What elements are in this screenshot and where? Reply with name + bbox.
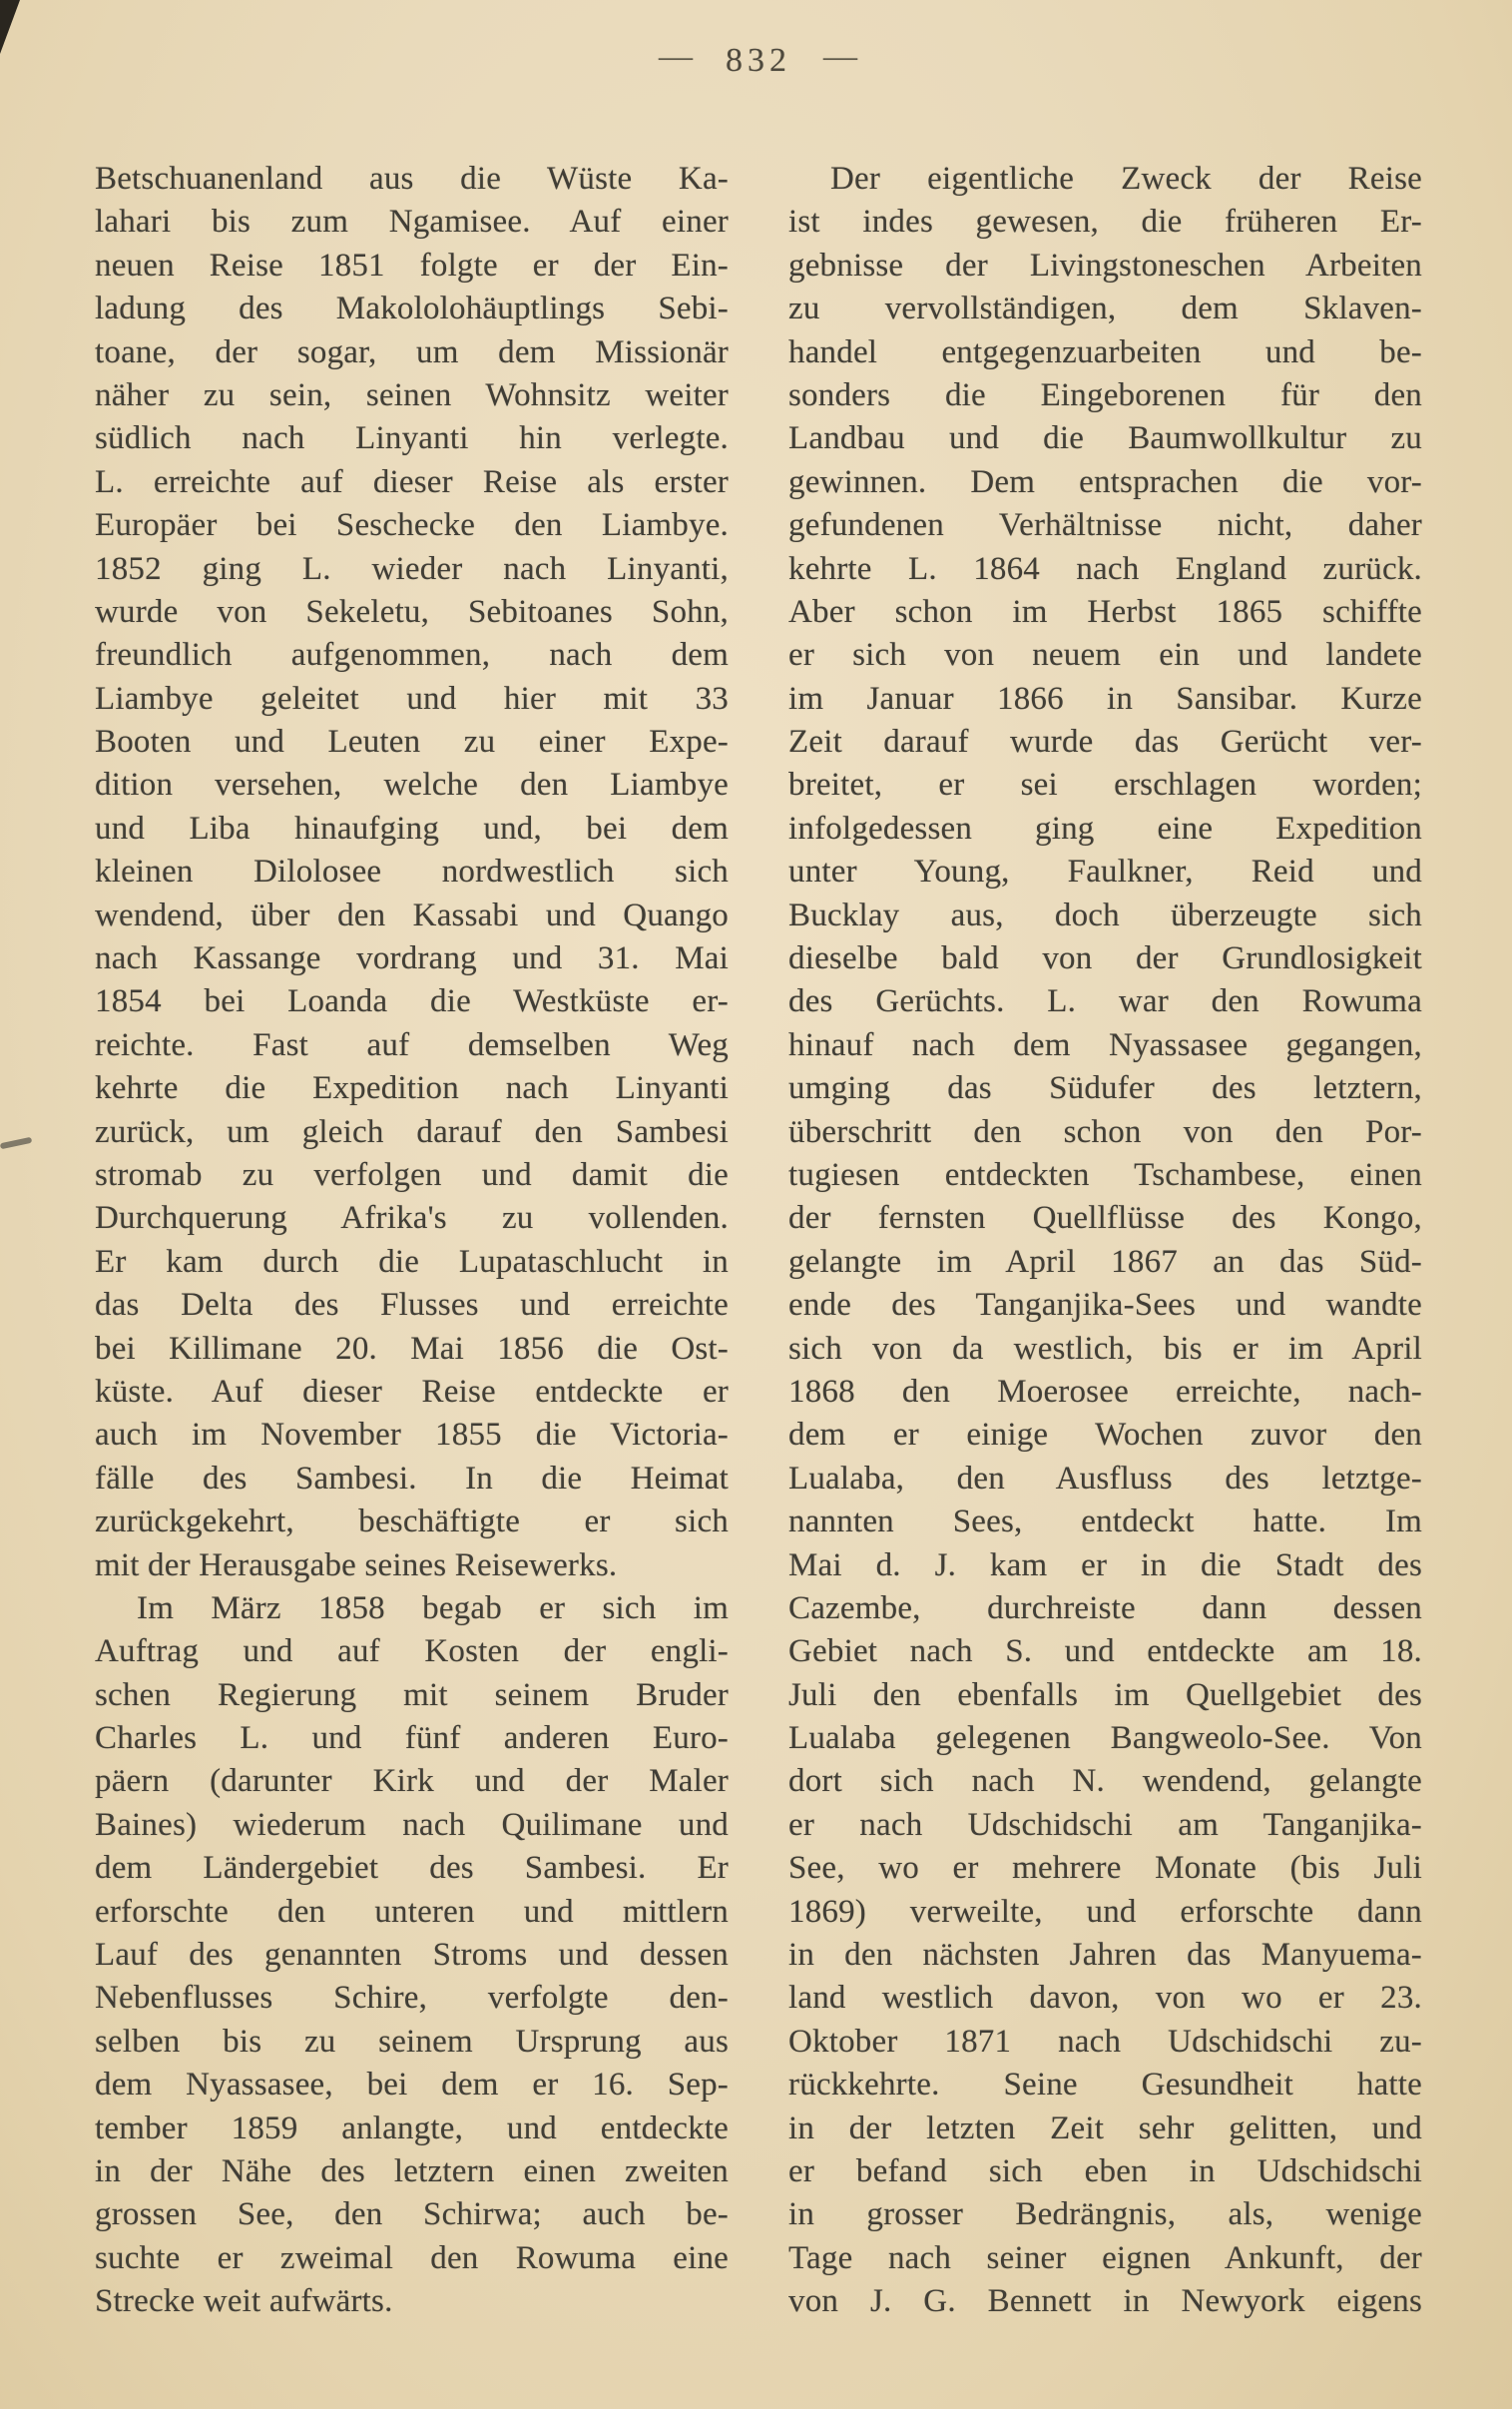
text-line: rückkehrte. Seine Gesundheit hatte [788,2067,1422,2104]
text-line: mit der Herausgabe seines Reisewerks. [95,1546,618,1583]
text-line: Durchquerung Afrika's zu vollenden. [95,1200,729,1237]
text-line: reichte. Fast auf demselben Weg [95,1026,729,1063]
text-line: kehrte die Expedition nach Linyanti [95,1070,729,1107]
text-line: L. erreichte auf dieser Reise als erster [95,463,729,500]
text-column-left [95,158,729,2324]
text-line: See, wo er mehrere Monate (bis Juli [788,1850,1422,1887]
text-line: handel entgegenzuarbeiten und be- [788,333,1422,370]
text-line: Nebenflusses Schire, verfolgte den- [95,1980,729,2017]
text-line: Landbau und die Baumwollkultur zu [788,420,1422,457]
text-line: unter Young, Faulkner, Reid und [788,854,1422,891]
text-line: dem Nyassasee, bei dem er 16. Sep- [95,2067,729,2104]
text-line: dem Ländergebiet des Sambesi. Er [95,1850,729,1887]
text-line: 1852 ging L. wieder nach Linyanti, [95,550,729,587]
text-line: Juli den ebenfalls im Quellgebiet des [788,1676,1422,1713]
text-line: gebnisse der Livingstoneschen Arbeiten [788,247,1422,284]
text-line: neuen Reise 1851 folgte er der Ein- [95,247,729,284]
text-line: dort sich nach N. wendend, gelangte [788,1763,1422,1800]
text-line: in der letzten Zeit sehr gelitten, und [788,2109,1422,2146]
text-line: Zeit darauf wurde das Gerücht ver- [788,724,1422,761]
text-line: toane, der sogar, um dem Missionär [95,333,729,370]
text-line: in den nächsten Jahren das Manyuema- [788,1937,1422,1974]
text-line: Aber schon im Herbst 1865 schiffte [788,593,1422,630]
text-line: Lauf des genannten Stroms und dessen [95,1937,729,1974]
text-line: Oktober 1871 nach Udschidschi zu- [788,2023,1422,2060]
text-line: infolgedessen ging eine Expedition [788,810,1422,847]
text-line: selben bis zu seinem Ursprung aus [95,2023,729,2060]
text-line: küste. Auf dieser Reise entdeckte er [95,1373,729,1410]
text-line: Gebiet nach S. und entdeckte am 18. [788,1633,1422,1670]
text-line: 1868 den Moerosee erreichte, nach- [788,1373,1422,1410]
text-line: sonders die Eingeborenen für den [788,376,1422,413]
text-line: zurückgekehrt, beschäftigte er sich [95,1504,729,1540]
text-line: freundlich aufgenommen, nach dem [95,637,729,674]
text-line: Tage nach seiner eignen Ankunft, der [788,2239,1422,2276]
text-line: ende des Tanganjika-Sees und wandte [788,1287,1422,1324]
folio-dash-right: — [823,38,858,75]
text-line: sich von da westlich, bis er im April [788,1330,1422,1367]
text-line: Betschuanenland aus die Wüste Ka- [95,161,729,197]
text-line: kleinen Dilolosee nordwestlich sich [95,854,729,891]
text-line: 1869) verweilte, und erforschte dann [788,1893,1422,1930]
text-line: wurde von Sekeletu, Sebitoanes Sohn, [95,593,729,630]
text-line: päern (darunter Kirk und der Maler [95,1763,729,1800]
text-line: stromab zu verfolgen und damit die [95,1156,729,1193]
text-line: Im März 1858 begab er sich im [137,1589,729,1626]
text-line: nannten Sees, entdeckt hatte. Im [788,1504,1422,1540]
text-line: Lualaba gelegenen Bangweolo-See. Von [788,1720,1422,1757]
text-line: überschritt den schon von den Por- [788,1113,1422,1150]
text-line: in grosser Bedrängnis, als, wenige [788,2196,1422,2233]
text-line: Charles L. und fünf anderen Euro- [95,1720,729,1757]
text-line: Lualaba, den Ausfluss des letztge- [788,1460,1422,1497]
text-line: im Januar 1866 in Sansibar. Kurze [788,680,1422,717]
text-line: das Delta des Flusses und erreichte [95,1287,729,1324]
text-line: Mai d. J. kam er in die Stadt des [788,1546,1422,1583]
text-line: breitet, er sei erschlagen worden; [788,767,1422,804]
text-line: in der Nähe des letztern einen zweiten [95,2152,729,2189]
text-line: fälle des Sambesi. In die Heimat [95,1460,729,1497]
text-line: wendend, über den Kassabi und Quango [95,897,729,933]
text-line: tugiesen entdeckten Tschambese, einen [788,1156,1422,1193]
text-line: Strecke weit aufwärts. [95,2283,393,2320]
scan-artifact-corner [0,0,20,54]
text-line: und Liba hinaufging und, bei dem [95,810,729,847]
text-line: hinauf nach dem Nyassasee gegangen, [788,1026,1422,1063]
text-line: gefundenen Verhältnisse nicht, daher [788,507,1422,544]
text-line: er befand sich eben in Udschidschi [788,2152,1422,2189]
text-line: tember 1859 anlangte, und entdeckte [95,2109,729,2146]
text-line: Bucklay aus, doch überzeugte sich [788,897,1422,933]
scan-artifact-dash [0,1137,32,1150]
text-line: ladung des Makololohäuptlings Sebi- [95,291,729,327]
text-line: er nach Udschidschi am Tanganjika- [788,1806,1422,1843]
text-line: dieselbe bald von der Grundlosigkeit [788,940,1422,977]
text-line: erforschte den unteren und mittlern [95,1893,729,1930]
text-line: nach Kassange vordrang und 31. Mai [95,940,729,977]
text-line: gewinnen. Dem entsprachen die vor- [788,463,1422,500]
text-line: Cazembe, durchreiste dann dessen [788,1589,1422,1626]
text-block [95,158,1422,2324]
text-line: Booten und Leuten zu einer Expe- [95,724,729,761]
text-line: er sich von neuem ein und landete [788,637,1422,674]
text-line: suchte er zweimal den Rowuma eine [95,2239,729,2276]
text-line: näher zu sein, seinen Wohnsitz weiter [95,376,729,413]
text-line: dem er einige Wochen zuvor den [788,1417,1422,1454]
text-line: von J. G. Bennett in Newyork eigens [788,2283,1422,2320]
text-line: zu vervollständigen, dem Sklaven- [788,291,1422,327]
text-line: kehrte L. 1864 nach England zurück. [788,550,1422,587]
text-line: gelangte im April 1867 an das Süd- [788,1243,1422,1280]
text-line: dition versehen, welche den Liambye [95,767,729,804]
page-number: 832 [726,42,791,79]
folio-dash-left: — [659,38,694,75]
text-line: zurück, um gleich darauf den Sambesi [95,1113,729,1150]
text-line: der fernsten Quellflüsse des Kongo, [788,1200,1422,1237]
text-line: Er kam durch die Lupataschlucht in [95,1243,729,1280]
text-line: 1854 bei Loanda die Westküste er- [95,983,729,1020]
text-line: des Gerüchts. L. war den Rowuma [788,983,1422,1020]
page-header [95,38,1422,80]
text-line: Europäer bei Seschecke den Liambye. [95,507,729,544]
text-line: Baines) wiederum nach Quilimane und [95,1806,729,1843]
text-line: Auftrag und auf Kosten der engli- [95,1633,729,1670]
text-line: auch im November 1855 die Victoria- [95,1417,729,1454]
text-line: bei Killimane 20. Mai 1856 die Ost- [95,1330,729,1367]
text-column-right [788,158,1422,2324]
text-line: umging das Südufer des letztern, [788,1070,1422,1107]
text-line: lahari bis zum Ngamisee. Auf einer [95,204,729,241]
text-line: land westlich davon, von wo er 23. [788,1980,1422,2017]
text-line: südlich nach Linyanti hin verlegte. [95,420,729,457]
text-line: Der eigentliche Zweck der Reise [830,161,1422,197]
text-line: schen Regierung mit seinem Bruder [95,1676,729,1713]
text-line: ist indes gewesen, die früheren Er- [788,204,1422,241]
text-line: Liambye geleitet und hier mit 33 [95,680,729,717]
text-line: grossen See, den Schirwa; auch be- [95,2196,729,2233]
